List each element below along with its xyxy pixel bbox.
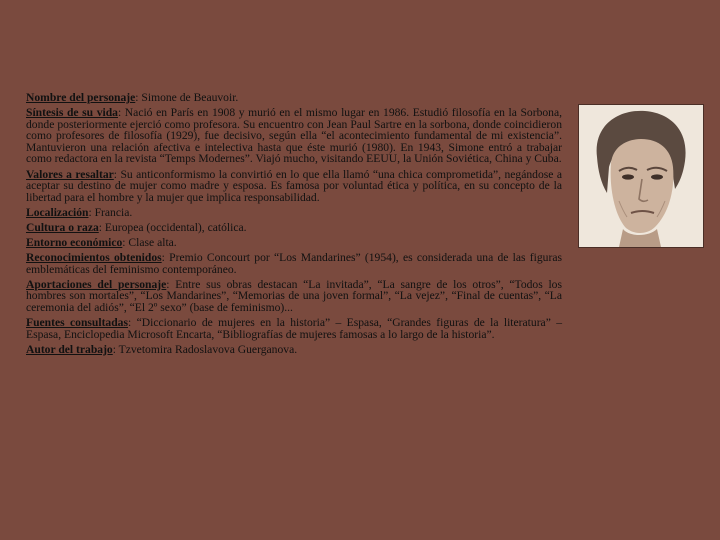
section-text: : Premio Concourt por “Los Mandarines” (1954), es considerada una de las figuras emblemáticas del feminismo contemporáneo. [26,251,562,276]
section-text: : Entre sus obras destacan “La invitada”, “La sangre de los otros”, “Todos los hombres son mortales”, “Los Mandarines”, “Memorias de una joven formal”, “La vejez”, “Final de cuentas”, “La ceremonia del adiós”, “El 2º sexo” (base de feminismo)... [26,277,562,314]
section-label: Localización [26,205,89,219]
section-text: : Tzvetomira Radoslavova Guerganova. [112,342,298,356]
section-label: Nombre del personaje [26,91,136,104]
section-cultura [26,222,562,234]
section-label: Fuentes consultadas [26,316,128,330]
section-label: Autor del trabajo [26,342,113,356]
section-text: : Europea (occidental), católica. [98,220,247,234]
section-label: Reconocimientos obtenidos [26,251,162,265]
section-valores [26,169,562,204]
section-text: : Simone de Beauvoir. [135,91,239,104]
portrait-photo [578,104,704,248]
section-label: Entorno económico [26,236,123,250]
section-entorno [26,237,562,249]
section-text: : Francia. [88,205,133,219]
section-label: Valores a resaltar [26,167,114,181]
section-text: : “Diccionario de mujeres en la historia” – Espasa, “Grandes figuras de la literatura” – Espasa, Enciclopedia Microsoft Encarta, “Bibliografías de mujeres famosas a lo largo de la historia”. [26,316,563,341]
section-reconocimientos [26,252,562,275]
section-autor [26,344,562,356]
section-label: Aportaciones del personaje [26,277,167,291]
section-aportaciones [26,279,562,314]
section-text: : Nació en París en 1908 y murió en el mismo lugar en 1986. Estudió filosofía en la Sorbona, donde posteriormente ejerció como profesora. Su encuentro con Jean Paul Sartre en la sorbona, donde coincidieron como profesores de filosofía (1929), fue decisivo, según ella “el acontecimiento fundamental de mi existencia”. Mantuvieron una relación afectiva e intelectiva hasta que éste murió (1980). En 1943, Simone entró a trabajar como redactora en la revista “Temps Modernes”. Viajó mucho, visitando EEUU, la Unión Soviética, China y Cuba. [26,106,562,166]
section-localizacion [26,207,562,219]
portrait-icon [579,105,703,247]
info-text-block [26,92,562,359]
section-sintesis [26,107,562,165]
section-nombre [26,92,562,104]
section-text: : Su anticonformismo la convirtió en lo que ella llamó “una chica comprometida”, negándose a aceptar su destino de mujer como madre y esposa. Es famosa por voluntad ética y política, en su concepto de la libertad para el hombre y la mujer que implica responsabilidad. [26,167,562,204]
section-label: Cultura o raza [26,220,99,234]
section-fuentes [26,317,562,340]
section-text: : Clase alta. [122,236,177,250]
section-label: Síntesis de su vida [26,106,118,120]
